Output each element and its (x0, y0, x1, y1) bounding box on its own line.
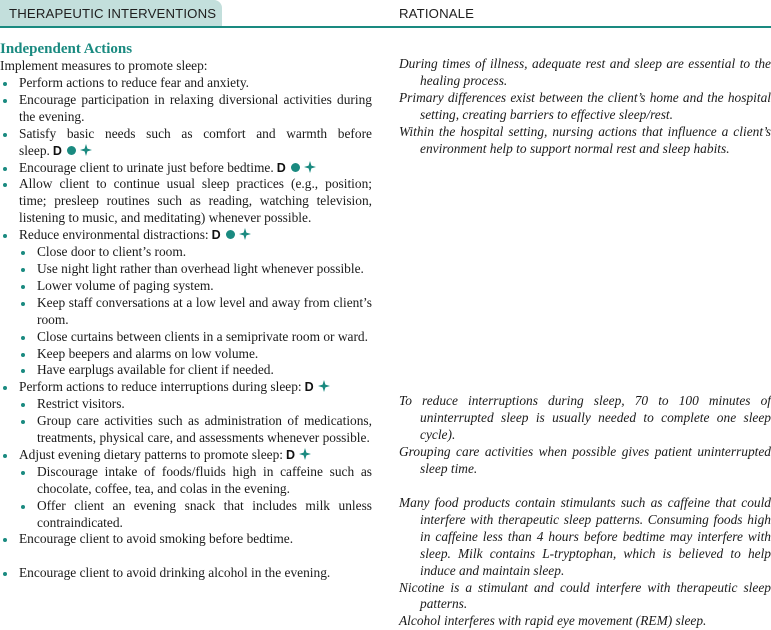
sub-list-item: Keep staff conversations at a low level and away from client’s room. (0, 295, 372, 329)
bullet-icon (21, 505, 25, 509)
interventions-column (0, 40, 372, 582)
list-item: Perform actions to reduce fear and anxiety. (0, 75, 372, 92)
list-item: Allow client to continue usual sleep practices (e.g., position; time; presleep routines such as reading, watching television, listening to music, and meditating) whenever possible. (0, 176, 372, 227)
bullet-icon (3, 82, 7, 86)
sub-list-item: Offer client an evening snack that includes milk unless contraindicated. (0, 498, 372, 532)
sub-list-item: Close door to client’s room. (0, 244, 372, 261)
list-item: Reduce environmental distractions: D (0, 227, 372, 244)
bullet-icon (3, 454, 7, 458)
list-item: Encourage participation in relaxing diversional activities during the evening. (0, 92, 372, 126)
bullet-icon (21, 285, 25, 289)
bullet-icon (3, 538, 7, 542)
bullet-icon (3, 99, 7, 103)
intro-text: Implement measures to promote sleep: (0, 58, 208, 73)
bullet-icon (3, 386, 7, 390)
bullet-icon (21, 471, 25, 475)
sub-list-item: Discourage intake of foods/fluids high in caffeine such as chocolate, coffee, tea, and colas in the evening. (0, 464, 372, 498)
rationale-text: To reduce interruptions during sleep, 70 to 100 minutes of uninterrupted sleep is usually needed to complete one sleep cycle). (399, 393, 771, 443)
bullet-icon (21, 251, 25, 255)
teal-star-icon (80, 144, 92, 156)
bullet-icon (3, 167, 7, 171)
rationale-text: During times of illness, adequate rest and sleep are essential to the healing process. (399, 56, 771, 88)
list-item: Satisfy basic needs such as comfort and warmth before sleep. D (0, 126, 372, 160)
bullet-icon (3, 572, 7, 576)
rationale-text: Alcohol interferes with rapid eye movement (REM) sleep. (399, 613, 707, 629)
bullet-icon (21, 336, 25, 340)
bullet-icon (3, 133, 7, 137)
sub-list-item: Group care activities such as administration of medications, treatments, physical care, and assessments whenever possible. (0, 413, 372, 447)
teal-star-icon (299, 448, 311, 460)
rationale-text: Primary differences exist between the client’s home and the hospital setting, creating barriers to effective sleep/rest. (399, 89, 771, 122)
list-item: Perform actions to reduce interruptions during sleep: D (0, 379, 372, 396)
sub-list-item: Close curtains between clients in a semiprivate room or ward. (0, 329, 372, 346)
d-marker: D (211, 228, 221, 243)
teal-star-icon (304, 161, 316, 173)
rationale-text: Grouping care activities when possible gives patient uninterrupted sleep time. (399, 444, 771, 477)
teal-circle-icon (226, 230, 235, 239)
bullet-icon (21, 268, 25, 272)
sub-list-item: Use night light rather than overhead light whenever possible. (0, 261, 372, 278)
sub-list-item: Have earplugs available for client if needed. (0, 362, 372, 379)
bullet-icon (21, 403, 25, 407)
bullet-icon (21, 353, 25, 357)
d-marker: D (286, 447, 296, 462)
teal-star-icon (239, 228, 251, 240)
header-divider (0, 26, 771, 28)
table-header (0, 0, 771, 26)
rationale-text: Nicotine is a stimulant and could interfere with therapeutic sleep patterns. (399, 579, 771, 612)
list-item: Encourage client to avoid smoking before bedtime. (0, 531, 372, 548)
list-item: Encourage client to urinate just before bedtime. D (0, 160, 372, 177)
section-subheading: Independent Actions (0, 41, 133, 57)
sub-list-item: Restrict visitors. (0, 396, 372, 413)
teal-circle-icon (67, 146, 76, 155)
d-marker: D (52, 143, 62, 158)
bullet-icon (21, 420, 25, 424)
bullet-icon (21, 302, 25, 306)
interventions-column-header: THERAPEUTIC INTERVENTIONS (0, 0, 222, 26)
bullet-icon (3, 183, 7, 187)
list-item: Adjust evening dietary patterns to promote sleep: D (0, 447, 372, 464)
sub-list-item: Keep beepers and alarms on low volume. (0, 346, 372, 363)
d-marker: D (304, 380, 314, 395)
bullet-icon (21, 369, 25, 373)
rationale-column (399, 56, 771, 630)
teal-star-icon (318, 380, 330, 392)
rationale-text: Many food products contain stimulants such as caffeine that could interfere with therapeutic sleep patterns. Consuming foods high in caffeine less than 4 hours before bedtime may interfere with sleep. Milk contains L-tryptophan, which is believed to help induce and maintain sleep. (399, 494, 771, 578)
bullet-icon (3, 234, 7, 238)
teal-circle-icon (291, 163, 300, 172)
rationale-text: Within the hospital setting, nursing actions that influence a client’s environment help to support normal rest and sleep habits. (399, 123, 771, 156)
sub-list-item: Lower volume of paging system. (0, 278, 372, 295)
list-item: Encourage client to avoid drinking alcohol in the evening. (0, 565, 372, 582)
d-marker: D (276, 160, 286, 175)
rationale-column-header: RATIONALE (399, 6, 475, 21)
